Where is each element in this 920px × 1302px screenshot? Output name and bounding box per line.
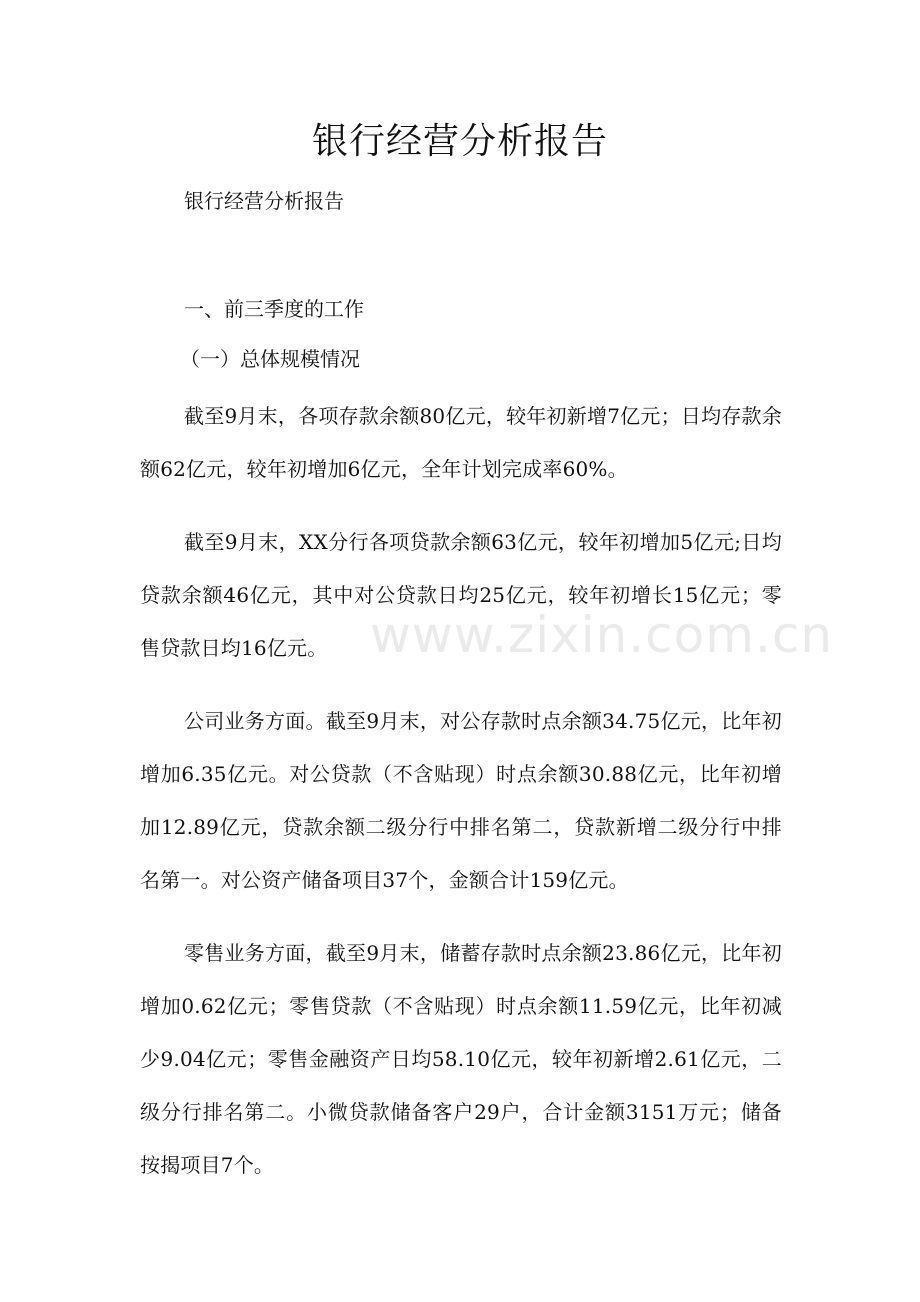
paragraph-corporate-business: 公司业务方面。截至9月末，对公存款时点余额34.75亿元，比年初增加6.35亿元。对公贷款（不含贴现）时点余额30.88亿元，比年初增加12.89亿元，贷款余额二级分行中排名第二，贷款新增二级分行中排名第一。对公资产储备项目37个，金额合计159亿元。	[140, 709, 782, 892]
paragraph-loans: 截至9月末，XX分行各项贷款余额63亿元，较年初增加5亿元;日均贷款余额46亿元，其中对公贷款日均25亿元，较年初增长15亿元；零售贷款日均16亿元。	[140, 530, 782, 660]
watermark-text: www.zixin.com.cn	[370, 606, 834, 664]
document-body	[140, 292, 782, 1212]
paragraph-retail-business: 零售业务方面，截至9月末，储蓄存款时点余额23.86亿元，比年初增加0.62亿元；零售贷款（不含贴现）时点余额11.59亿元，比年初减少9.04亿元；零售金融资产日均58.10亿元，较年初新增2.61亿元，二级分行排名第二。小微贷款储备客户29户，合计金额3151万元；储备按揭项目7个。	[140, 941, 782, 1177]
section-heading: 一、前三季度的工作	[184, 297, 364, 321]
document-subtitle: 银行经营分析报告	[184, 189, 344, 213]
subsection-heading: （一）总体规模情况	[180, 347, 360, 371]
document-title: 银行经营分析报告	[311, 121, 608, 162]
paragraph-deposits: 截至9月末，各项存款余额80亿元，较年初新增7亿元；日均存款余额62亿元，较年初增加6亿元，全年计划完成率60%。	[140, 404, 782, 481]
